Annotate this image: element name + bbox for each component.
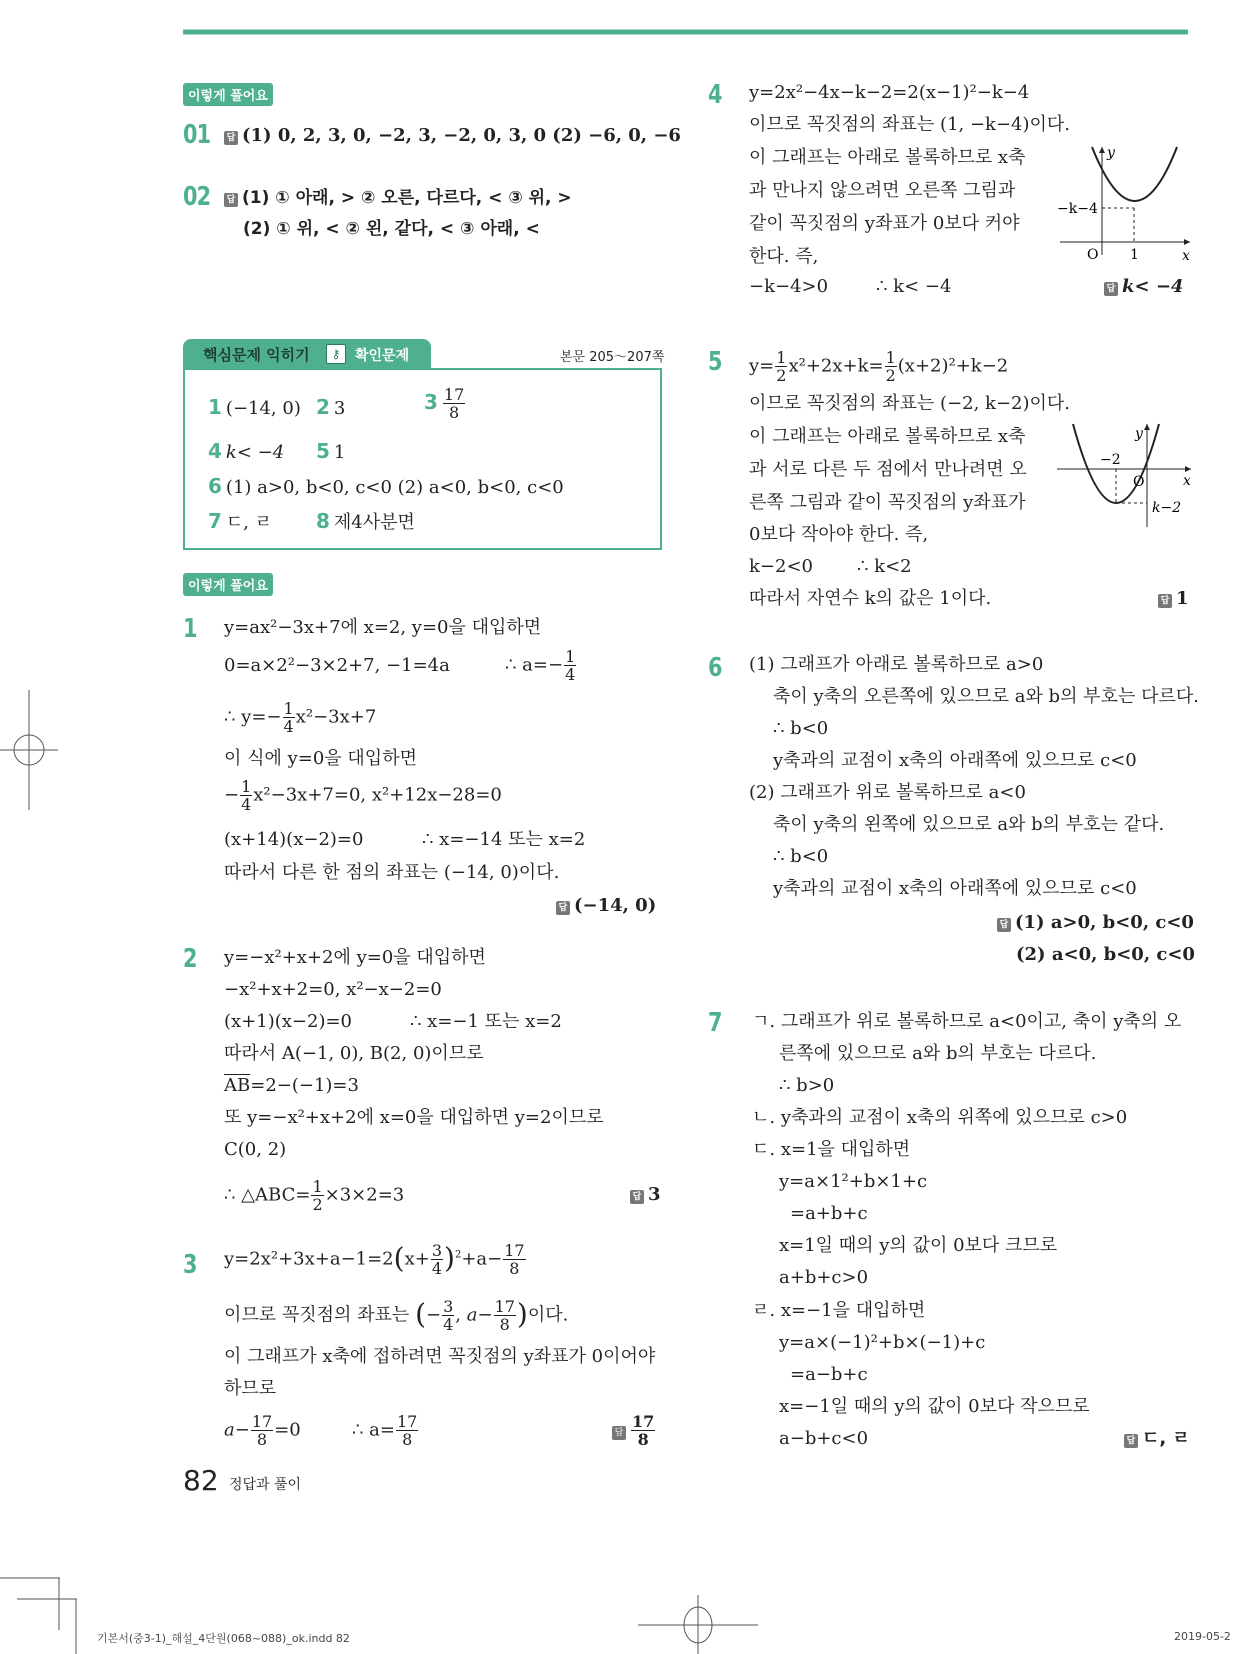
question-number-5: 5 (708, 347, 722, 377)
print-slug-filename: 기본서(중3-1)_해설_4단원(068~088)_ok.indd 82 (97, 1632, 350, 1645)
q6-line-4: y축과의 교점이 x축의 아래쪽에 있으므로 c<0 (773, 750, 1137, 771)
q7-line-5: ㄷ. x=1을 대입하면 (752, 1139, 911, 1160)
q4-line-7b: ∴ k< −4 (876, 276, 952, 297)
box-title: 핵심문제 익히기 (203, 346, 310, 364)
answer-icon: 답 (1104, 282, 1118, 296)
q2-line-6: 또 y=−x²+x+2에 x=0을 대입하면 y=2이므로 (224, 1107, 604, 1128)
question-number-1: 1 (183, 614, 197, 644)
page-reference: 본문 205～207쪽 (560, 350, 665, 365)
q6-line-2: 축이 y축의 오른쪽에 있으므로 a와 b의 부호는 다르다. (773, 686, 1199, 707)
q6-line-3: ∴ b<0 (773, 718, 829, 739)
q5-line-8: 따라서 자연수 k의 값은 1이다. (749, 588, 992, 609)
svg-text:x: x (1183, 473, 1191, 489)
answer-icon: 답 (612, 1426, 626, 1440)
q7-line-6: y=a×1²+b×1+c (779, 1171, 928, 1192)
answer-icon: 답 (1158, 594, 1172, 608)
question-number-3: 3 (183, 1250, 197, 1280)
svg-text:y: y (1107, 145, 1115, 161)
question-number-01: 01 (183, 120, 211, 150)
q6-line-5: (2) 그래프가 위로 볼록하므로 a<0 (749, 782, 1026, 803)
q1-line-3: ∴ y=− $\frac{1}{4}$ x²−3x+7 (224, 699, 377, 736)
q5-line-4: 과 서로 다른 두 점에서 만나려면 오 (749, 459, 1027, 480)
q1-line-6: (x+14)(x−2)=0 (224, 829, 364, 850)
q1-line-7: 따라서 다른 한 점의 좌표는 (−14, 0)이다. (224, 862, 560, 883)
footer-label: 정답과 풀이 (229, 1477, 302, 1493)
answer-icon: 답 (556, 901, 570, 915)
q2-line-3: (x+1)(x−2)=0 (224, 1011, 352, 1032)
q1-answer: 답 (−14, 0) (556, 895, 656, 917)
q3-line-5: a− $\frac{17}{8}$ =0 (224, 1412, 301, 1449)
q7-line-7: =a+b+c (790, 1203, 868, 1224)
q7-line-9: a+b+c>0 (779, 1267, 869, 1288)
svg-text:k−2: k−2 (1152, 500, 1182, 516)
answer-icon: 답 (224, 193, 238, 207)
box-answer-4: 4 k< −4 (208, 439, 285, 463)
question-number-2: 2 (183, 944, 197, 974)
q5-line-1: y= $\frac{1}{2}$ x²+2x+k= $\frac{1}{2}$ (x+2)²+k−2 (749, 348, 1009, 385)
q2-answer: 답 3 (630, 1184, 661, 1206)
box-subtitle: 확인문제 (355, 348, 410, 364)
page-number: 82 (183, 1464, 219, 1497)
q2-line-8: ∴ △ABC= $\frac{1}{2}$ ×3×2=3 (224, 1177, 405, 1214)
question-number-6: 6 (708, 653, 722, 683)
q7-line-1: ㄱ. 그래프가 위로 볼록하므로 a<0이고, 축이 y축의 오 (752, 1011, 1182, 1032)
q7-line-11: y=a×(−1)²+b×(−1)+c (779, 1332, 986, 1353)
q3-line-4: 하므로 (224, 1378, 277, 1399)
registration-mark-icon (0, 690, 60, 810)
answer-icon: 답 (224, 131, 238, 145)
q7-line-12: =a−b+c (790, 1364, 868, 1385)
q1-line-2b: ∴ a=− $\frac{1}{4}$ (505, 647, 576, 684)
q5-parabola-graph (1055, 422, 1195, 532)
q5-line-5: 른쪽 그림과 같이 꼭짓점의 y좌표가 (749, 492, 1026, 513)
svg-text:−k−4: −k−4 (1057, 201, 1098, 217)
print-slug-date: 2019-05-2 (1174, 1630, 1231, 1643)
top-accent-rule (183, 29, 1188, 35)
q3-line-1: y=2x²+3x+a−1=2(x+ $\frac{3}{4}$ )$^2$+a− $\frac{17}{8}$ (224, 1241, 525, 1278)
svg-text:x: x (1182, 248, 1190, 260)
q4-line-5: 같이 꼭짓점의 y좌표가 0보다 커야 (749, 213, 1020, 234)
q2-line-1: y=−x²+x+2에 y=0을 대입하면 (224, 947, 486, 968)
svg-text:y: y (1135, 426, 1143, 442)
section-tag-solution-2: 이렇게 풀어요 (183, 573, 273, 596)
q3-line-2: 이므로 꼭짓점의 좌표는 (− $\frac{3}{4}$ , a− $\frac{17}{8}$ )이다. (224, 1297, 569, 1334)
crop-mark-icon (0, 1570, 80, 1654)
q7-line-8: x=1일 때의 y의 값이 0보다 크므로 (779, 1235, 1058, 1256)
q5-line-6: 0보다 작아야 한다. 즉, (749, 524, 929, 545)
answer-02-line2: (2) ① 위, < ② 왼, 같다, < ③ 아래, < (243, 219, 540, 239)
q1-line-6b: ∴ x=−14 또는 x=2 (422, 829, 586, 850)
q5-answer: 답 1 (1158, 588, 1189, 610)
q1-line-1: y=ax²−3x+7에 x=2, y=0을 대입하면 (224, 617, 542, 638)
svg-text:O: O (1133, 474, 1145, 490)
answer-icon: 답 (1124, 1434, 1138, 1448)
q3-answer: 답 $\frac{17}{8}$ (612, 1413, 656, 1448)
section-tag-solution: 이렇게 풀어요 (183, 83, 273, 106)
q7-answer: 답 ㄷ, ㄹ (1124, 1428, 1190, 1450)
q3-line-3: 이 그래프가 x축에 접하려면 꼭짓점의 y좌표가 0이어야 (224, 1346, 656, 1367)
q4-line-6: 한다. 즉, (749, 246, 819, 267)
question-number-7: 7 (708, 1008, 722, 1038)
question-number-4: 4 (708, 80, 722, 110)
answer-01: 답 (1) 0, 2, 3, 0, −2, 3, −2, 0, 3, 0 (2) −6, 0, −6 (224, 125, 681, 147)
q6-answer-1: 답 (1) a>0, b<0, c<0 (997, 912, 1194, 934)
q2-line-3b: ∴ x=−1 또는 x=2 (410, 1011, 562, 1032)
q7-line-13: x=−1일 때의 y의 값이 0보다 작으므로 (779, 1396, 1090, 1417)
q6-line-6: 축이 y축의 왼쪽에 있으므로 a와 b의 부호는 같다. (773, 814, 1165, 835)
q7-line-3: ∴ b>0 (779, 1075, 835, 1096)
q2-line-4: 따라서 A(−1, 0), B(2, 0)이므로 (224, 1043, 484, 1064)
q2-line-5: $\overline{AB}=2-(-1)=3$ (224, 1075, 359, 1096)
svg-text:O: O (1087, 247, 1099, 260)
q7-line-2: 른쪽에 있으므로 a와 b의 부호는 다르다. (779, 1043, 1097, 1064)
q7-line-14: a−b+c<0 (779, 1428, 869, 1449)
box-answer-5: 5 1 (316, 439, 346, 463)
q4-line-7: −k−4>0 (749, 276, 829, 297)
q4-line-1: y=2x²−4x−k−2=2(x−1)²−k−4 (749, 82, 1030, 103)
box-answer-7: 7 ㄷ, ㄹ (208, 509, 273, 533)
q6-line-7: ∴ b<0 (773, 846, 829, 867)
answer-icon: 답 (630, 1190, 644, 1204)
q3-line-5b: ∴ a= $\frac{17}{8}$ (352, 1412, 418, 1449)
q2-line-2: −x²+x+2=0, x²−x−2=0 (224, 979, 442, 1000)
svg-text:−2: −2 (1100, 452, 1121, 468)
q7-line-4: ㄴ. y축과의 교점이 x축의 위쪽에 있으므로 c>0 (752, 1107, 1128, 1128)
q4-line-3: 이 그래프는 아래로 볼록하므로 x축 (749, 147, 1026, 168)
q4-parabola-graph (1055, 145, 1195, 260)
q4-line-2: 이므로 꼭짓점의 좌표는 (1, −k−4)이다. (749, 114, 1071, 135)
registration-mark-bottom-icon (638, 1595, 758, 1654)
svg-text:1: 1 (1130, 247, 1139, 260)
q5-line-2: 이므로 꼭짓점의 좌표는 (−2, k−2)이다. (749, 393, 1071, 414)
box-answer-1: 1 (−14, 0) (208, 395, 301, 419)
question-number-02: 02 (183, 182, 211, 212)
q5-line-7: k−2<0 (749, 556, 813, 577)
q1-line-5: − $\frac{1}{4}$ x²−3x+7=0, x²+12x−28=0 (224, 777, 502, 814)
answer-icon: 답 (997, 918, 1011, 932)
q5-line-7b: ∴ k<2 (857, 556, 912, 577)
q4-line-4: 과 만나지 않으려면 오른쪽 그림과 (749, 180, 1016, 201)
q5-line-3: 이 그래프는 아래로 볼록하므로 x축 (749, 426, 1026, 447)
box-answer-2: 2 3 (316, 395, 346, 419)
q4-answer: 답 k< −4 (1104, 276, 1183, 298)
box-header-tab (183, 339, 431, 370)
box-answer-3: 3 $\frac{17}{8}$ (424, 385, 465, 422)
box-answer-6: 6 (1) a>0, b<0, c<0 (2) a<0, b<0, c<0 (208, 474, 564, 498)
answer-02-line1: 답 (1) ① 아래, > ② 오른, 다르다, < ③ 위, > (224, 187, 572, 209)
q6-line-8: y축과의 교점이 x축의 아래쪽에 있으므로 c<0 (773, 878, 1137, 899)
q6-answer-2: (2) a<0, b<0, c<0 (1016, 944, 1195, 965)
q2-line-7: C(0, 2) (224, 1139, 287, 1160)
q6-line-1: (1) 그래프가 아래로 볼록하므로 a>0 (749, 654, 1044, 675)
box-answer-8: 8 제4사분면 (316, 509, 415, 533)
q1-line-2: 0=a×2²−3×2+7, −1=4a (224, 655, 450, 676)
q7-line-10: ㄹ. x=−1을 대입하면 (752, 1300, 926, 1321)
key-icon: ⚷ (326, 344, 346, 364)
q1-line-4: 이 식에 y=0을 대입하면 (224, 748, 417, 769)
